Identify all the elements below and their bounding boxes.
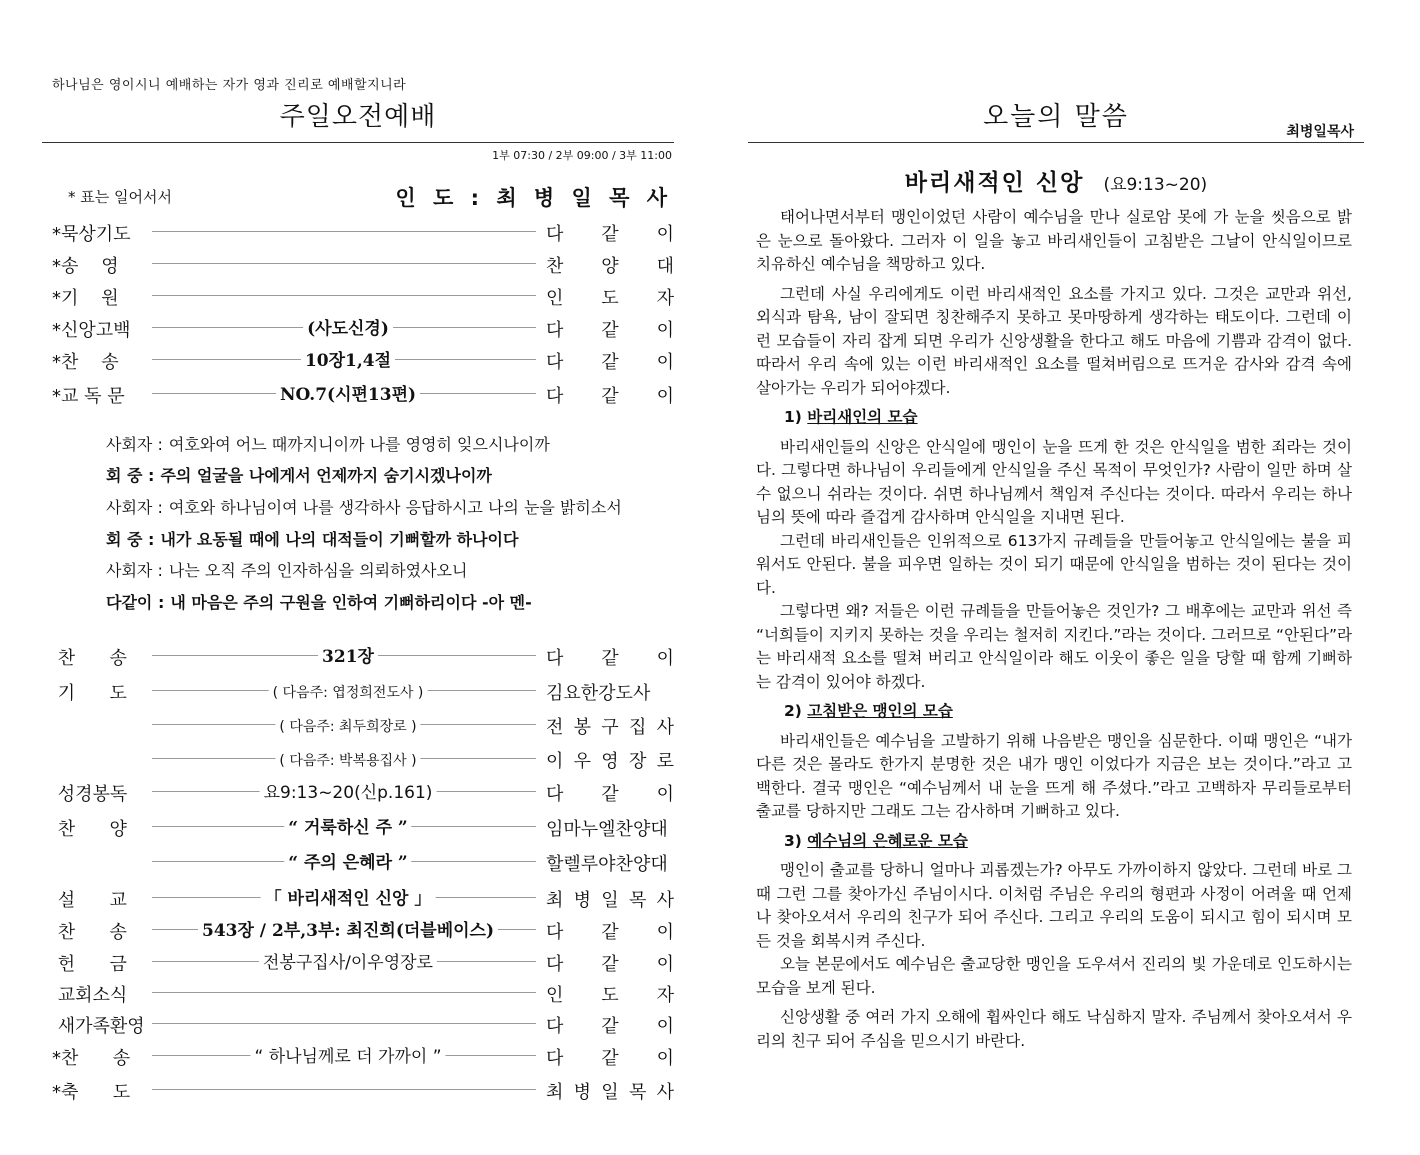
- section-heading: 2) 고침받은 맹인의 모습: [784, 702, 953, 720]
- order-item-label: *축 도: [52, 1082, 131, 1103]
- order-item-label: 찬 송: [52, 648, 127, 669]
- order-row: [42, 914, 674, 944]
- leader-line: [152, 231, 536, 232]
- order-item-leader: 인 도 자: [546, 288, 674, 309]
- order-item-detail: 「 바리새적인 신앙 」: [261, 884, 436, 909]
- order-row: [42, 640, 674, 670]
- section-paragraph: 그런데 바리새인들은 인위적으로 613가지 규례들을 만들어놓고 안식일에는 불을 피워서도 안된다. 불을 피우면 일하는 것이 되기 때문에 안식일을 범하는 것이 된다는 것이다.: [756, 531, 1352, 597]
- order-item-leader: 다 같 이: [546, 224, 674, 245]
- order-item-leader: 이 우 영 장 로: [546, 751, 674, 772]
- sermon-page-title: 오늘의 말씀: [983, 102, 1129, 132]
- order-item-detail: ( 다음주: 박복용집사 ): [275, 750, 420, 770]
- intro-paragraph: 그런데 사실 우리에게도 이런 바리새적인 요소를 가지고 있다. 그것은 교만과 위선, 외식과 탐욕, 남이 잘되면 칭찬해주지 못하고 못마땅하게 생각하는 태도이다. 그런데 이런 모습들이 자리 잡게 되면 우리가 신앙생활을 한다고 해도 마음에 기쁨과 감격이 없다. 따라서 우리 속에 있는 이런 바리새적인 요소를 떨쳐버림으로 뜨거운 감사와 감격 속에 살아가는 우리가 되어야겠다.: [756, 284, 1352, 397]
- order-item-label: 헌 금: [52, 954, 127, 975]
- order-item-leader: 최 병 일 목 사: [546, 1082, 674, 1103]
- order-item-leader: 다 같 이: [546, 1048, 674, 1069]
- order-item-detail: 10장1,4절: [301, 346, 395, 371]
- order-item-leader: 다 같 이: [546, 784, 674, 805]
- responsive-text: 여호와여 어느 때까지니이까 나를 영영히 잊으시나이까: [168, 435, 550, 454]
- sermon-verse: (요9:13~20): [1103, 175, 1208, 195]
- leader-line: [152, 1023, 536, 1024]
- order-row: [42, 280, 674, 310]
- responsive-line: [106, 495, 622, 518]
- responsive-text: 주의 얼굴을 나에게서 언제까지 숨기시겠나이까: [160, 466, 492, 485]
- order-row: [42, 776, 674, 806]
- order-item-detail: “ 거룩하신 주 ”: [284, 813, 411, 838]
- order-row: [42, 709, 674, 739]
- order-item-leader: 할렐루야찬양대: [546, 854, 668, 875]
- order-item-detail: 321장: [318, 642, 378, 667]
- order-item-leader: 전 봉 구 집 사: [546, 717, 674, 738]
- responsive-line: [106, 590, 532, 613]
- responsive-speaker: 사회자 :: [106, 435, 163, 454]
- leader-line: [152, 992, 536, 993]
- order-item-leader: 다 같 이: [546, 320, 674, 341]
- responsive-text: 나는 오직 주의 인자하심을 의뢰하였사오니: [168, 561, 468, 580]
- responsive-line: [106, 558, 467, 581]
- sermon-body: [756, 206, 1352, 1059]
- order-row: [42, 743, 674, 773]
- order-item-detail: (사도신경): [303, 314, 393, 339]
- order-item-detail: “ 주의 은혜라 ”: [284, 848, 411, 873]
- leader-line: [152, 263, 536, 264]
- order-item-leader: 다 같 이: [546, 386, 674, 407]
- title-divider: [42, 142, 674, 143]
- order-item-leader: 최 병 일 목 사: [546, 890, 674, 911]
- order-item-label: *송 영: [52, 256, 119, 277]
- order-item-label: 찬 양: [52, 819, 127, 840]
- responsive-speaker: 다같이 :: [106, 593, 165, 612]
- order-row: [42, 378, 674, 408]
- responsive-speaker: 사회자 :: [106, 498, 163, 517]
- order-row: [42, 1074, 674, 1104]
- section-paragraph: 바리새인들은 예수님을 고발하기 위해 나음받은 맹인을 심문한다. 이때 맹인은 “내가 다른 것은 몰라도 한가지 분명한 것은 내가 맹인 이었다가 지금은 보는 것이다.”라고 고백한다. 결국 맹인은 “예수님께서 내 눈을 뜨게 해 주셨다.”라고 고백하자 무리들로부터 출교를 당하지만 그래도 그는 감사하며 기뻐하고 있다.: [756, 731, 1352, 820]
- title-divider: [748, 142, 1364, 143]
- order-row: [42, 882, 674, 912]
- order-row: [42, 675, 674, 705]
- section-heading: 3) 예수님의 은혜로운 모습: [784, 831, 968, 850]
- section-heading: 1) 바리새인의 모습: [784, 408, 918, 426]
- sermon-title: 바리새적인 신앙: [904, 170, 1085, 196]
- order-row: [42, 312, 674, 342]
- order-item-detail: ( 다음주: 엽정희전도사 ): [269, 682, 428, 702]
- order-item-leader: 다 같 이: [546, 648, 674, 669]
- responsive-speaker: 회 중 :: [106, 466, 155, 485]
- order-item-label: *기 원: [52, 288, 119, 309]
- section-paragraph: 그렇다면 왜? 저들은 이런 규례들을 만들어놓은 것인가? 그 배후에는 교만과 위선 즉 “너희들이 지키지 못하는 것을 우리는 철저히 지킨다.”라는 것이다. 그러므로 “안된다”라는 바리새적 요소를 떨쳐 버리고 안식일이라 해도 이웃이 좋은 일을 당할 때 함께 기뻐하는 감격이 있어야 하겠다.: [756, 602, 1352, 691]
- order-item-label: 찬 송: [52, 922, 127, 943]
- order-row: [42, 977, 674, 1007]
- section-paragraph: 맹인이 출교를 당하니 얼마나 괴롭겠는가? 아무도 가까이하지 않았다. 그런데 바로 그때 그런 그를 찾아가신 주님이시다. 이처럼 주님은 우리의 형편과 사정이 어려울 때 언제나 찾아오셔서 우리의 친구가 되어 주신다. 그리고 우리의 도움이 되시고 힘이 되시며 모든 것을 회복시켜 주신다.: [756, 861, 1352, 950]
- order-item-detail: 543장 / 2부,3부: 최진희(더블베이스): [198, 916, 498, 941]
- closing-paragraph: 신앙생활 중 여러 가지 오해에 휩싸인다 해도 낙심하지 말자. 주님께서 찾아오셔서 우리의 친구 되어 주심을 믿으시기 바란다.: [756, 1008, 1352, 1050]
- section-paragraph: 바리새인들의 신앙은 안식일에 맹인이 눈을 뜨게 한 것은 안식일을 범한 죄라는 것이다. 그렇다면 하나님이 우리들에게 안식일을 주신 목적이 무엇인가? 사람이 일만 하며 살 수 없으니 쉬라는 것이다. 쉬면 하나님께서 책임져 주신다는 것이다. 따라서 우리는 하나님의 뜻에 따라 즐겁게 감사하며 안식일을 지내면 된다.: [756, 437, 1352, 526]
- order-item-label: *찬 송: [52, 1048, 131, 1069]
- order-item-detail: “ 하나님께로 더 가까이 ”: [250, 1042, 445, 1067]
- motto-verse: 하나님은 영이시니 예배하는 자가 영과 진리로 예배할지니라: [52, 78, 407, 93]
- responsive-text: 내 마음은 주의 구원을 인하여 기뻐하리이다 -아 멘-: [170, 593, 532, 612]
- responsive-text: 여호와 하나님이여 나를 생각하사 응답하시고 나의 눈을 밝히소서: [168, 498, 622, 517]
- order-row: [42, 344, 674, 374]
- order-item-label: *교 독 문: [52, 386, 125, 407]
- order-item-label: *묵상기도: [52, 224, 131, 245]
- order-item-leader: 임마누엘찬양대: [546, 819, 668, 840]
- order-item-label: 성경봉독: [52, 784, 128, 805]
- sermon-author: 최병일목사: [1286, 124, 1354, 140]
- intro-paragraph: 태어나면서부터 맹인이었던 사람이 예수님을 만나 실로암 못에 가 눈을 씻음으로 밝은 눈으로 돌아왔다. 그러자 이 일을 놓고 바리새인들이 고침받은 그날이 안식일이므로 치유하신 예수님을 책망하고 있다.: [756, 208, 1352, 273]
- order-item-leader: 다 같 이: [546, 954, 674, 975]
- leader-line: [152, 1089, 536, 1090]
- order-item-label: *신앙고백: [52, 320, 131, 341]
- responsive-speaker: 사회자 :: [106, 561, 163, 580]
- order-row: [42, 1040, 674, 1070]
- order-row: [42, 1008, 674, 1038]
- order-item-label: 기 도: [52, 683, 127, 704]
- order-item-leader: 인 도 자: [546, 985, 674, 1006]
- order-row: [42, 846, 674, 876]
- responsive-line: [106, 527, 518, 550]
- order-row: [42, 216, 674, 246]
- service-leader: 인 도 : 최 병 일 목 사: [395, 186, 672, 210]
- order-row: [42, 248, 674, 278]
- service-title: 주일오전예배: [279, 102, 437, 132]
- order-item-detail: 전봉구집사/이우영장로: [259, 948, 437, 973]
- service-times: 1부 07:30 / 2부 09:00 / 3부 11:00: [492, 149, 672, 162]
- section-paragraph: 오늘 본문에서도 예수님은 출교당한 맹인을 도우셔서 진리의 빛 가운데로 인도하시는 모습을 보게 된다.: [756, 955, 1352, 997]
- order-item-leader: 다 같 이: [546, 922, 674, 943]
- order-item-detail: NO.7(시편13편): [276, 380, 420, 405]
- order-item-leader: 김요한강도사: [546, 683, 651, 704]
- order-item-label: *찬 송: [52, 352, 119, 373]
- leader-line: [152, 295, 536, 296]
- responsive-text: 내가 요동될 때에 나의 대적들이 기뻐할까 하나이다: [160, 530, 519, 549]
- order-item-label: 교회소식: [52, 985, 128, 1006]
- order-item-label: 설 교: [52, 890, 127, 911]
- order-item-detail: 요9:13~20(신p.161): [260, 778, 437, 803]
- standing-legend: * 표는 일어서서: [68, 188, 172, 206]
- responsive-speaker: 회 중 :: [106, 530, 155, 549]
- order-item-detail: ( 다음주: 최두희장로 ): [275, 716, 420, 736]
- responsive-line: [106, 432, 550, 455]
- order-row: [42, 946, 674, 976]
- order-item-label: 새가족환영: [52, 1016, 145, 1037]
- order-row: [42, 811, 674, 841]
- order-item-leader: 다 같 이: [546, 1016, 674, 1037]
- responsive-line: [106, 463, 492, 486]
- order-item-leader: 찬 양 대: [546, 256, 674, 277]
- sermon-heading: [748, 164, 1364, 197]
- order-item-leader: 다 같 이: [546, 352, 674, 373]
